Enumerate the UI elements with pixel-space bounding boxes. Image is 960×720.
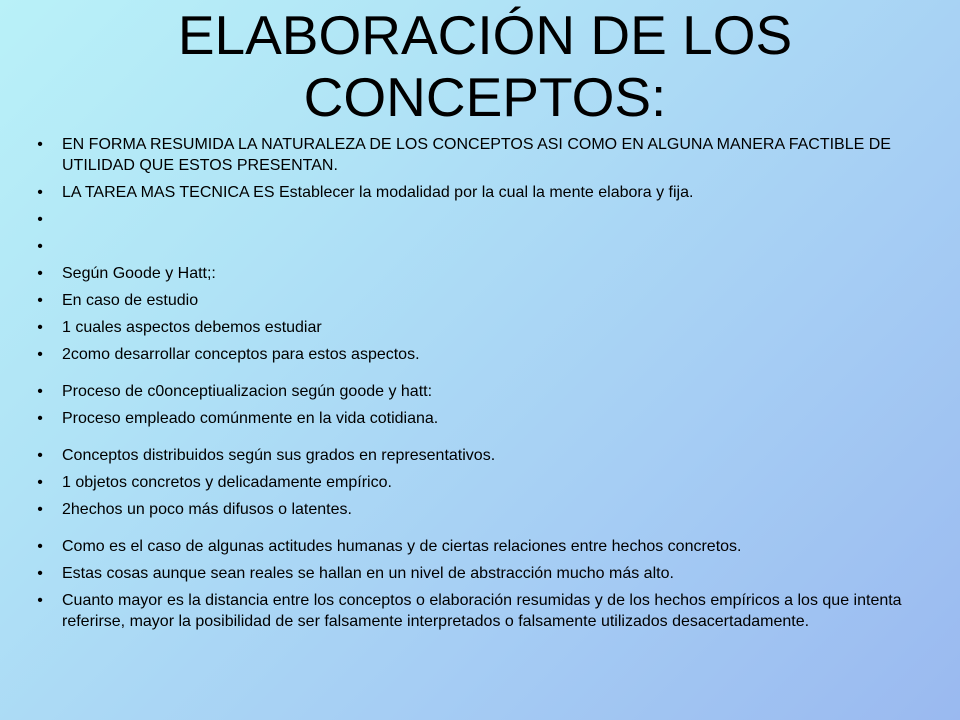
bullet-item [30,317,930,338]
bullet-text: 1 cuales aspectos debemos estudiar [62,319,322,336]
bullet-dot: • [37,319,43,336]
bullet-item [30,563,930,584]
bullet-dot: • [37,501,43,518]
bullet-dot: • [37,383,43,400]
bullet-dot: • [37,265,43,282]
bullet-item [30,344,930,365]
bullet-list [30,134,930,638]
bullet-text: 2hechos un poco más difusos o latentes. [62,501,352,518]
bullet-text: Proceso empleado comúnmente en la vida cotidiana. [62,410,439,427]
bullet-item [30,134,930,176]
bullet-dot: • [37,592,43,609]
bullet-item [30,263,930,284]
bullet-item [30,499,930,520]
bullet-item [30,536,930,557]
bullet-text: Como es el caso de algunas actitudes humanas y de ciertas relaciones entre hechos concretos. [62,538,742,555]
bullet-item [30,445,930,466]
bullet-item [30,408,930,429]
bullet-text: Conceptos distribuidos según sus grados en representativos. [62,447,496,464]
bullet-text: LA TAREA MAS TECNICA ES Establecer la modalidad por la cual la mente elabora y fija. [62,184,694,201]
bullet-dot: • [37,136,43,153]
bullet-dot: • [37,238,43,255]
bullet-dot: • [37,538,43,555]
bullet-item [30,590,930,632]
bullet-item [30,381,930,402]
bullet-dot: • [37,474,43,491]
bullet-text: Según Goode y Hatt;: [62,265,216,282]
bullet-text: Estas cosas aunque sean reales se hallan en un nivel de abstracción mucho más alto. [62,565,674,582]
bullet-item-empty [30,209,930,230]
bullet-text: En caso de estudio [62,292,199,309]
bullet-text: EN FORMA RESUMIDA LA NATURALEZA DE LOS CONCEPTOS ASI COMO EN ALGUNA MANERA FACTIBLE DE UTILIDAD QUE ESTOS PRESENTAN. [62,136,891,174]
bullet-dot: • [37,211,43,228]
bullet-dot: • [37,346,43,363]
bullet-item [30,182,930,203]
bullet-item [30,290,930,311]
bullet-item-empty [30,236,930,257]
bullet-text: Proceso de c0onceptiualizacion según goode y hatt: [62,383,433,400]
bullet-dot: • [37,410,43,427]
bullet-text: Cuanto mayor es la distancia entre los conceptos o elaboración resumidas y de los hechos empíricos a los que intenta referirse, mayor la posibilidad de ser falsamente interpretados o falsamente utilizados desacertadamente. [62,592,902,630]
bullet-item [30,472,930,493]
bullet-dot: • [37,292,43,309]
bullet-dot: • [37,184,43,201]
slide-title-line-1: ELABORACIÓN DE LOS [177,4,793,66]
bullet-dot: • [37,447,43,464]
slide-title [60,4,910,128]
bullet-dot: • [37,565,43,582]
bullet-text: 2como desarrollar conceptos para estos aspectos. [62,346,420,363]
bullet-text: 1 objetos concretos y delicadamente empírico. [62,474,392,491]
slide-title-line-2: CONCEPTOS: [303,66,667,128]
